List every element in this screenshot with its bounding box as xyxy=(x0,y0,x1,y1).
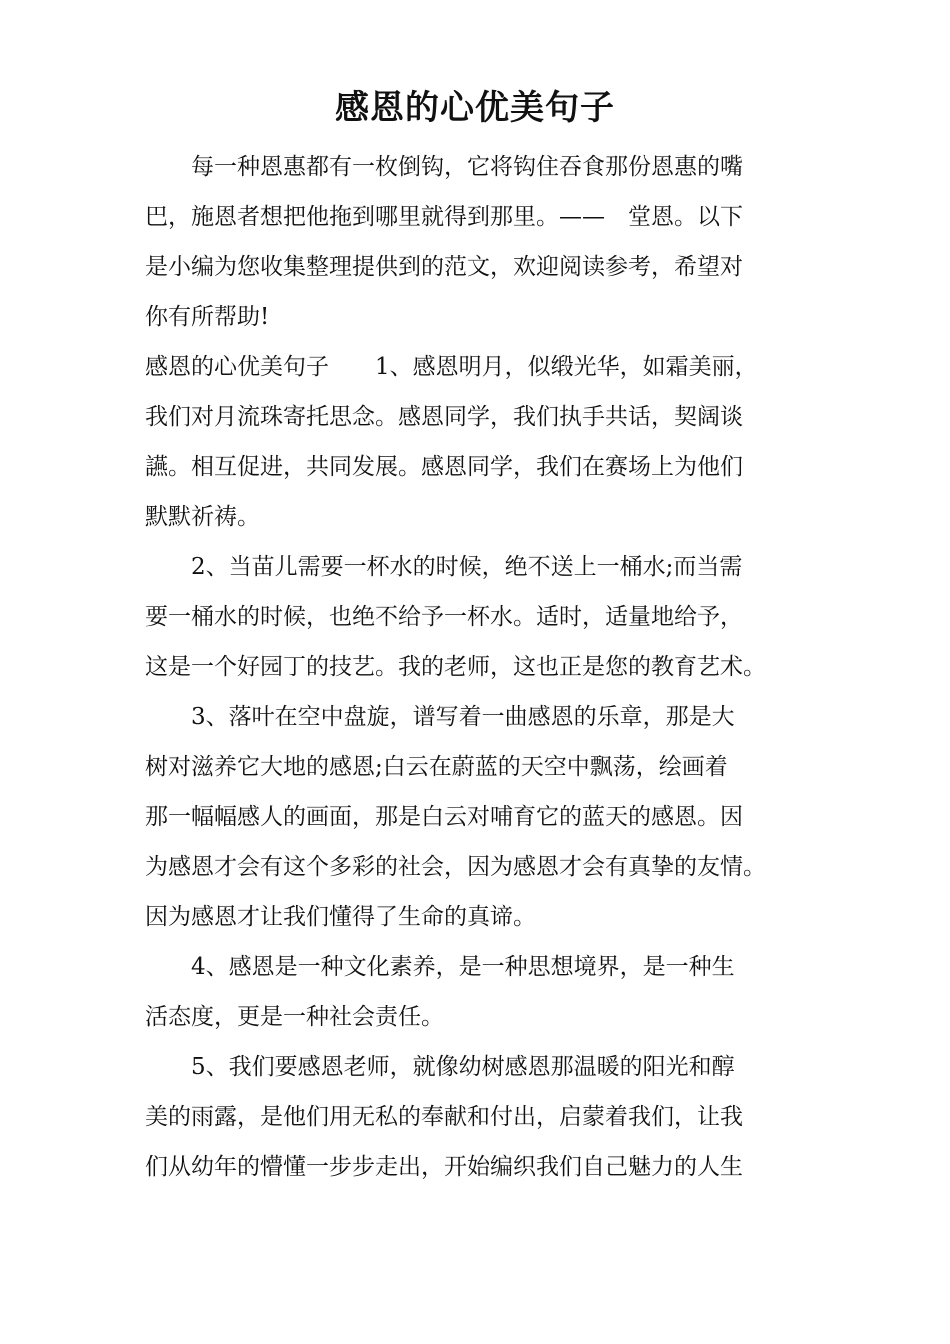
paragraph-line: 我们对月流珠寄托思念。感恩同学，我们执手共话，契阔谈 xyxy=(145,404,743,430)
paragraph-line: 活态度，更是一种社会责任。 xyxy=(145,1004,444,1030)
paragraph-line: 为感恩才会有这个多彩的社会，因为感恩才会有真挚的友情。 xyxy=(145,854,766,880)
paragraph-line: 那一幅幅感人的画面，那是白云对哺育它的蓝天的感恩。因 xyxy=(145,804,743,830)
paragraph-line: 感恩的心优美句子 1、感恩明月，似缎光华，如霜美丽， xyxy=(145,354,758,380)
paragraph-line: 5、我们要感恩老师，就像幼树感恩那温暖的阳光和醇 xyxy=(191,1054,735,1080)
paragraph-line: 因为感恩才让我们懂得了生命的真谛。 xyxy=(145,904,536,930)
paragraph-line: 讌。相互促进，共同发展。感恩同学，我们在赛场上为他们 xyxy=(145,454,743,480)
document-title: 感恩的心优美句子 xyxy=(335,88,615,128)
paragraph-line: 每一种恩惠都有一枚倒钩，它将钩住吞食那份恩惠的嘴 xyxy=(191,154,743,180)
paragraph-line: 这是一个好园丁的技艺。我的老师，这也正是您的教育艺术。 xyxy=(145,654,766,680)
paragraph-line: 美的雨露，是他们用无私的奉献和付出，启蒙着我们，让我 xyxy=(145,1104,743,1130)
paragraph-line: 们从幼年的懵懂一步步走出，开始编织我们自己魅力的人生 xyxy=(145,1154,743,1180)
paragraph-line: 巴，施恩者想把他拖到哪里就得到那里。—— 堂恩。以下 xyxy=(145,204,743,230)
paragraph-line: 默默祈祷。 xyxy=(145,504,260,530)
paragraph-line: 2、当苗儿需要一杯水的时候，绝不送上一桶水;而当需 xyxy=(191,554,743,580)
document-body xyxy=(145,142,825,1192)
paragraph-line: 你有所帮助! xyxy=(145,304,270,330)
paragraph-line: 要一桶水的时候，也绝不给予一杯水。适时，适量地给予， xyxy=(145,604,743,630)
paragraph-line: 3、落叶在空中盘旋，谱写着一曲感恩的乐章，那是大 xyxy=(191,704,735,730)
paragraph-line: 树对滋养它大地的感恩;白云在蔚蓝的天空中飘荡，绘画着 xyxy=(145,754,728,780)
paragraph-line: 4、感恩是一种文化素养，是一种思想境界，是一种生 xyxy=(191,954,735,980)
paragraph-line: 是小编为您收集整理提供到的范文，欢迎阅读参考，希望对 xyxy=(145,254,743,280)
